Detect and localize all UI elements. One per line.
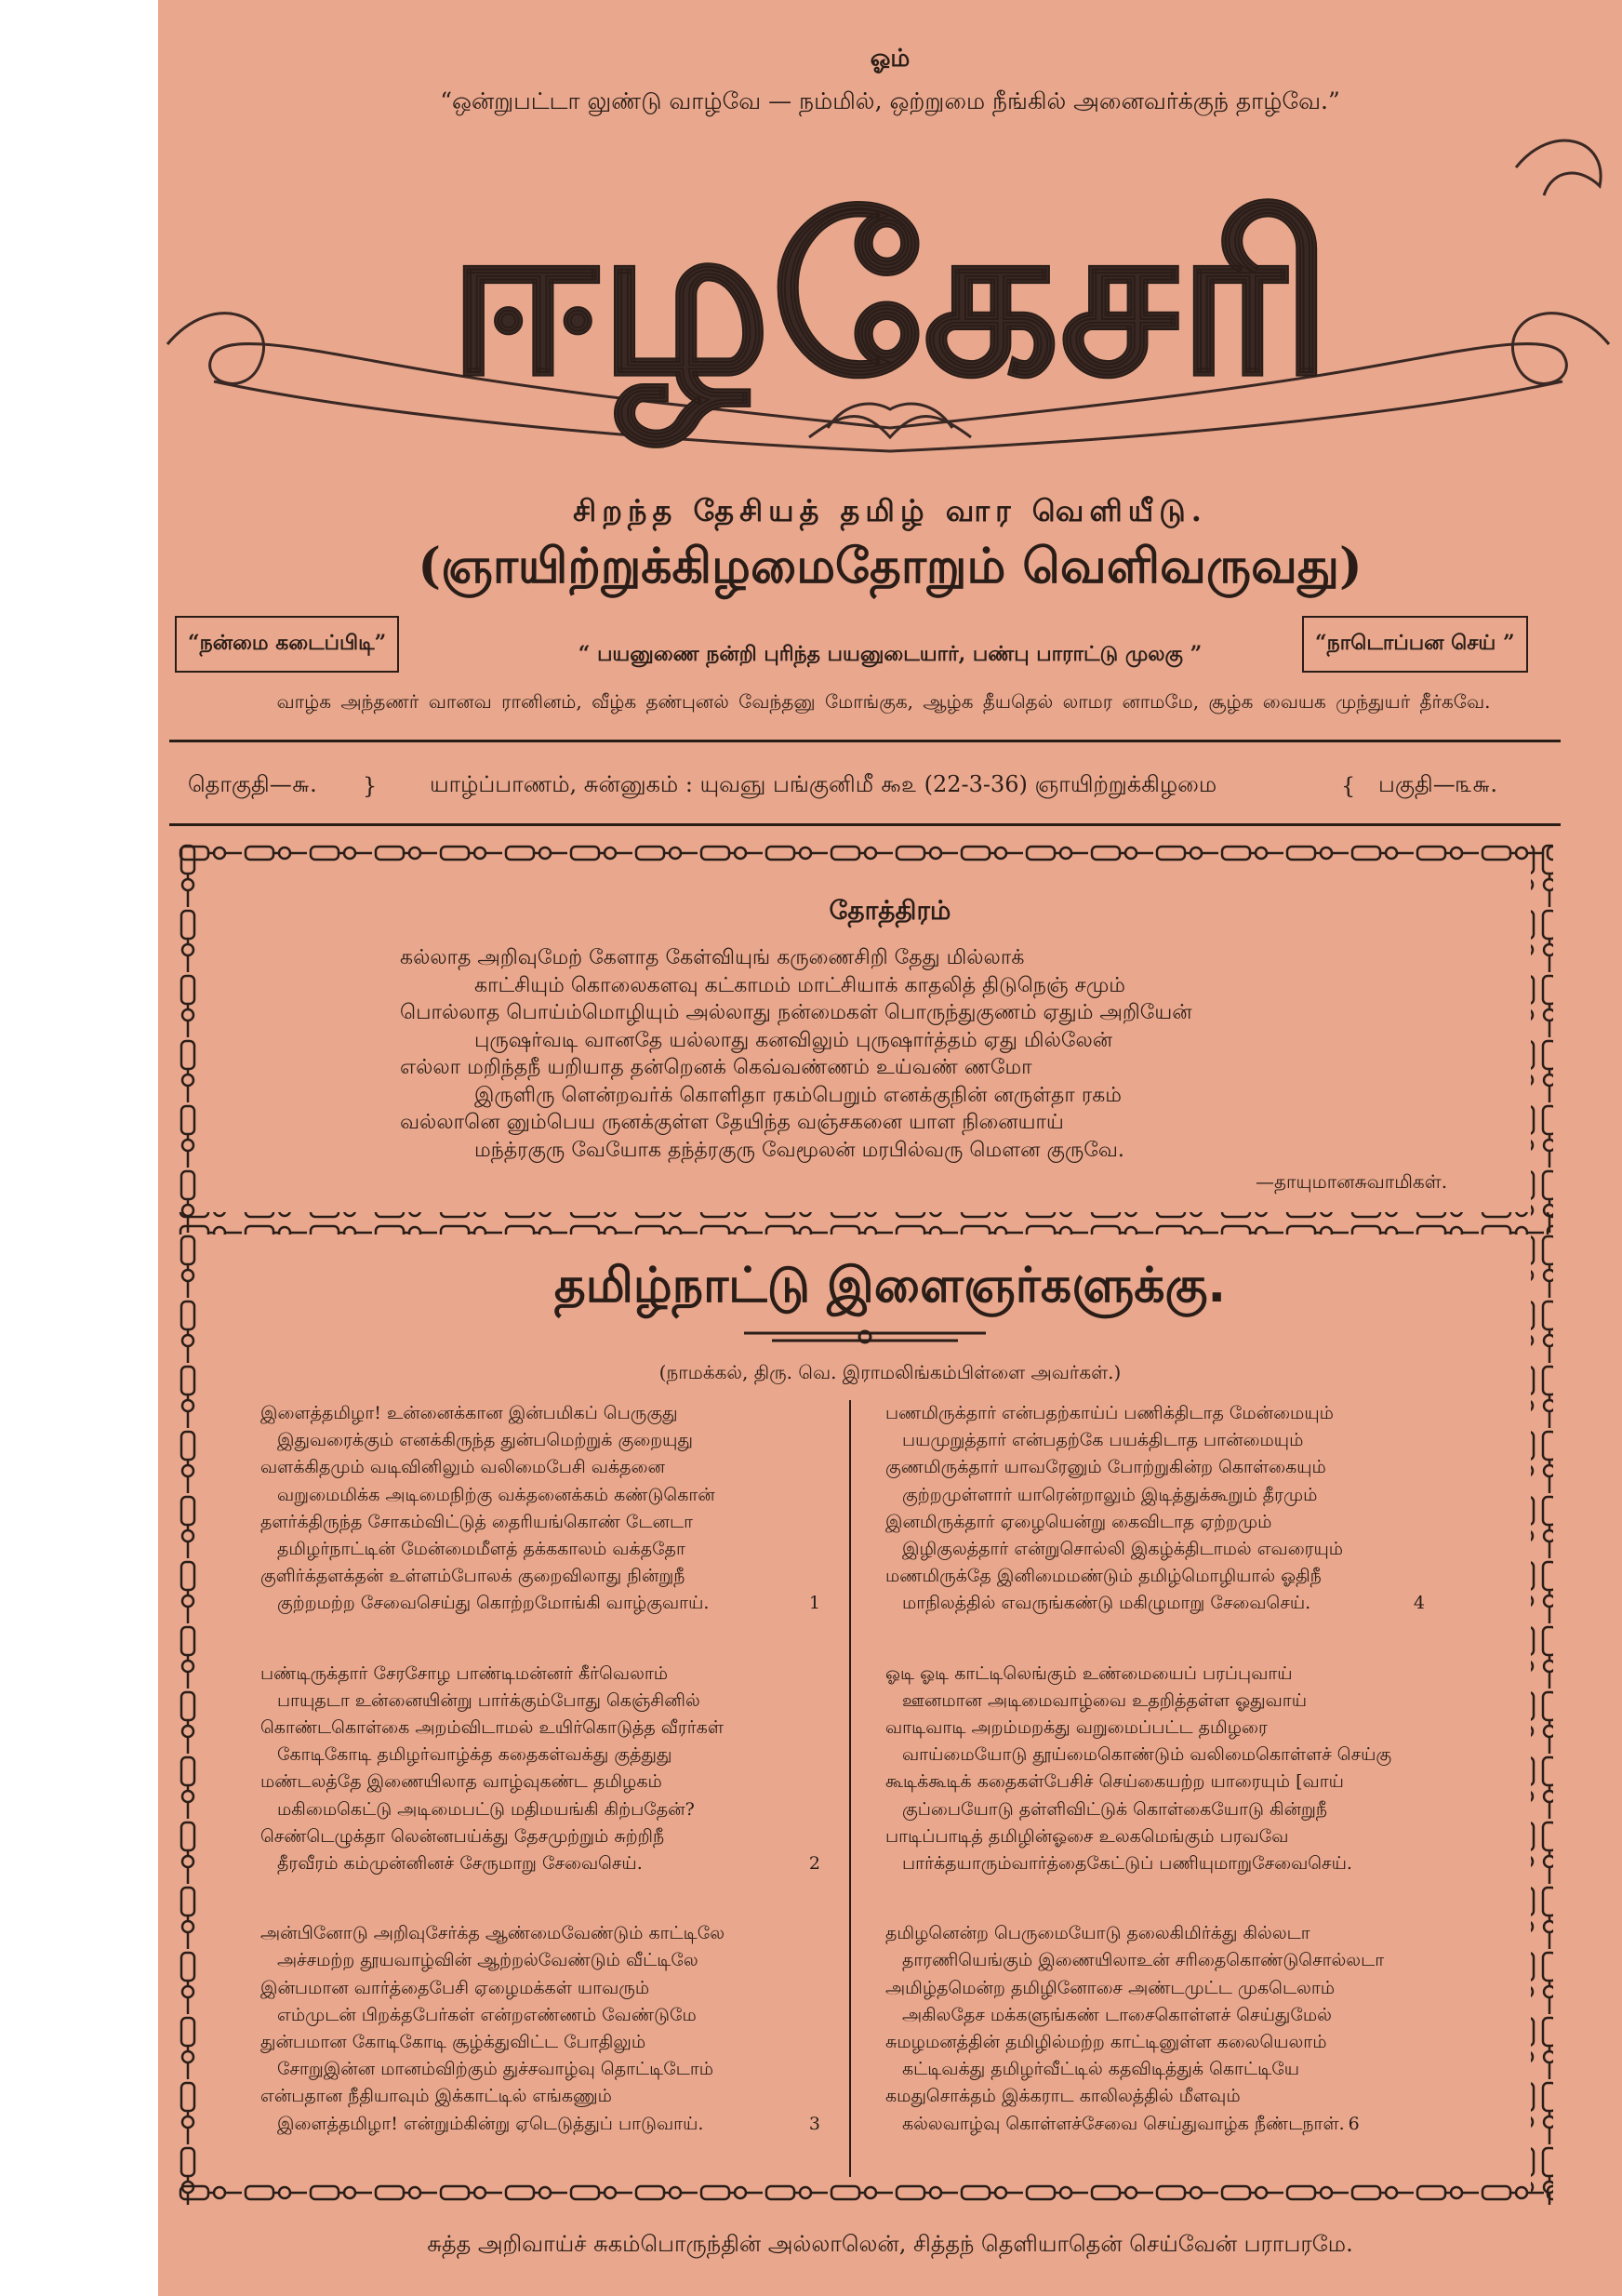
verse-line: வறுமைமிக்க அடிமைநிற்கு வக்தனைக்கம் கண்டுகொன்: [277, 1484, 715, 1505]
verse-line: கூடிக்கூடிக் கதைகள்பேசிச் செய்கையற்ற யாரையும் [வாய்: [885, 1771, 1344, 1793]
publication-frequency: (ஞாயிற்றுக்கிழமைதோறும் வெளிவருவது): [418, 538, 1363, 594]
verse-line: மாநிலத்தில் எவருங்கண்டு மகிழுமாறு சேவைசெய்.: [902, 1593, 1311, 1614]
verse-line: இழிகுலத்தார் என்றுசொல்லி இகழ்க்திடாமல் எவரையும்: [902, 1539, 1344, 1560]
verse-line: பாயுதடா உன்னையின்று பார்க்கும்போது கெஞ்சினில்: [277, 1689, 700, 1711]
stanza: [260, 1400, 828, 1618]
verse-line: குணமிருக்தார் யாவரேனும் போற்றுகின்ற கொள்கையும்: [885, 1457, 1326, 1478]
hymn-line: பொல்லாத பொய்ம்மொழியும் அல்லாது நன்மைகள் பொருந்துகுணம் ஏதும் அறியேன்: [400, 1001, 1192, 1024]
hymn-line: வல்லானெ னும்பெய ருனக்குள்ள தேயிந்த வஞ்சகனை யாள நினையாய்: [400, 1111, 1064, 1134]
column-divider: [849, 1400, 851, 2177]
hymn-line: இருளிரு ளென்றவர்க் கொளிதா ரகம்பெறும் எனக்குநின் னருள்தா ரகம்: [474, 1083, 1123, 1107]
verse-line: கொண்டகொள்கை அறம்விடாமல் உயிர்கொடுத்த வீரர்கள்: [260, 1717, 724, 1739]
verse-line: எம்முடன் பிறக்தபேர்கள் என்றஎண்ணம் வேண்டுமே: [277, 2004, 697, 2025]
verse-line: அச்சமற்ற தூயவாழ்வின் ஆற்றல்வேண்டும் வீட்டிலே: [277, 1950, 698, 1971]
verse-line: ஊனமான அடிமைவாழ்வை உதறித்தள்ள ஓதுவாய்: [902, 1689, 1307, 1711]
stanza: [885, 1920, 1481, 2138]
brace-left-icon: {: [1341, 773, 1356, 799]
verse-line: வாய்மையோடு தூய்மைகொண்டும் வலிமைகொள்ளச் செய்கு: [902, 1744, 1392, 1766]
verse-line: தமிழர்நாட்டின் மேன்மைமீளத் தக்ககாலம் வக்ததோ: [277, 1539, 685, 1560]
verse-line: அன்பினோடு அறிவுசேர்க்த ஆண்மைவேண்டும் காட்டிலே: [260, 1923, 725, 1944]
verse-line: தளர்க்திருந்த சோகம்விட்டுத் தைரியங்கொண் டேனடா: [260, 1511, 694, 1532]
masthead-subtitle: சிறந்த தேசியத் தமிழ் வார வெளியீடு.: [573, 493, 1207, 528]
stanza-number: 1: [808, 1593, 820, 1614]
torn-edge: [0, 158, 20, 203]
om-symbol: ஓம்: [870, 45, 911, 73]
verse-line: இனமிருக்தார் ஏழையென்று கைவிடாத ஏற்றமும்: [885, 1511, 1272, 1532]
verse-line: கமதுசொக்தம் இக்கராட காலிலத்தில் மீளவும்: [885, 2086, 1241, 2107]
verse-line: குளிர்க்தளக்தன் உள்ளம்போலக் குறைவிலாது நின்றுநீ: [260, 1566, 685, 1587]
hymn-line: கல்லாத அறிவுமேற் கேளாத கேள்வியுங் கருணைசிறி தேது மில்லாக்: [400, 946, 1025, 969]
verse-line: இன்பமான வார்த்தைபேசி ஏழைமக்கள் யாவரும்: [260, 1977, 650, 1998]
brace-right-icon: }: [363, 773, 378, 799]
verse-line: இதுவரைக்கும் எனக்கிருந்த துன்பமெற்றுக் குறையுது: [277, 1430, 693, 1451]
article-byline: (நாமக்கல், திரு. வெ. இராமலிங்கம்பிள்ளை அவர்கள்.): [658, 1361, 1122, 1383]
verse-line: அகிலதேச மக்களுங்கண் டாசைகொள்ளச் செய்துமேல்: [902, 2004, 1332, 2025]
stanza-number: 4: [1413, 1593, 1425, 1614]
issue-details: யாழ்ப்பாணம், சுன்னுகம் : யுவஞு பங்குனிமீ ௯௨ (22-3-36) ஞாயிற்றுக்கிழமை: [430, 771, 1217, 797]
masthead-title: ஈழகேசரி: [447, 172, 1333, 423]
verse-line: கல்லவாழ்வு கொள்ளச்சேவை செய்துவாழ்க நீண்டநாள்.: [902, 2113, 1345, 2134]
verse-line: தீரவீரம் கம்முன்னினச் சேருமாறு சேவைசெய்.: [277, 1853, 643, 1875]
verse-line: தமிழனென்ற பெருமையோடு தலைகிமிர்க்து கில்லடா: [885, 1923, 1310, 1944]
masthead: [158, 130, 1622, 502]
rule-bottom: [169, 823, 1561, 826]
hymn-line: மந்த்ரகுரு வேயோக தந்த்ரகுரு வேமூலன் மரபில்வரு மௌன குருவே.: [474, 1138, 1124, 1162]
verse-line: பார்க்தயாரும்வார்த்தைகேட்டுப் பணியுமாறுசேவைசெய்.: [902, 1853, 1352, 1875]
verse-line: மண்டலத்தே இணையிலாத வாழ்வுகண்ட தமிழகம்: [260, 1771, 662, 1793]
verse-line: ஓடி ஓடி காட்டிலெங்கும் உண்மையைப் பரப்புவாய்: [885, 1662, 1293, 1684]
stanza-number: 6: [1348, 2113, 1360, 2134]
hymn-line: எல்லா மறிந்தநீ யறியாத தன்றெனக் கெவ்வண்ணம் உய்வண் ணமோ: [400, 1056, 1032, 1079]
verse-line: பணமிருக்தார் என்பதற்காய்ப் பணிக்திடாத மேன்மையும்: [885, 1403, 1334, 1423]
verse-line: மகிமைகெட்டு அடிமைபட்டு மதிமயங்கி கிற்பதேன்?: [277, 1798, 695, 1820]
stanza-number: 3: [808, 2113, 820, 2134]
kural-motto: “ பயனுணை நன்றி புரிந்த பயனுடையார், பண்பு பாராட்டு முலகு ”: [578, 642, 1203, 666]
epigraph: “ஒன்றுபட்டா லுண்டு வாழ்வே — நம்மில், ஒற்றுமை நீங்கில் அனைவர்க்குந் தாழ்வே.”: [440, 87, 1340, 114]
issue-line: [169, 749, 1561, 823]
stanza: [260, 1920, 828, 2138]
hymn-verse: [400, 944, 1423, 1164]
motto-box-left: “நன்மை கடைப்பிடி”: [175, 616, 399, 673]
torn-edge: [0, 1675, 20, 1712]
newspaper-page: [158, 0, 1622, 2296]
rule-top: [169, 740, 1561, 742]
verse-line: குப்பையோடு தள்ளிவிட்டுக் கொள்கையோடு கின்றுநீ: [902, 1798, 1328, 1820]
stanza: [260, 1661, 828, 1878]
verse-line: மணமிருக்தே இனிமைமண்டும் தமிழ்மொழியால் ஓதிநீ: [885, 1566, 1322, 1587]
verse-line: பயமுறுத்தார் என்பதற்கே பயக்திடாத பான்மையும்: [902, 1430, 1304, 1451]
verse-line: இளைத்தமிழா! என்றும்கின்று ஏடெடுத்துப் பாடுவாய்.: [277, 2113, 704, 2134]
stanza: [885, 1400, 1481, 1618]
verse-line: சுமழமனத்தின் தமிழில்மற்ற காட்டினுள்ள கலையெலாம்: [885, 2032, 1327, 2053]
hymn-attribution: —தாயுமானசுவாமிகள்.: [1256, 1170, 1448, 1193]
verse-line: குற்றமற்ற சேவைசெய்து கொற்றமோங்கி வாழ்குவாய்.: [277, 1593, 710, 1614]
verse-line: பாடிப்பாடித் தமிழின்ஓசை உலகமெங்கும் பரவவே: [885, 1825, 1289, 1847]
issue-volume: தொகுதி—௬.: [188, 771, 317, 797]
issue-number: பகுதி—௩௬.: [1378, 771, 1498, 797]
verse-line: என்பதான நீதியாவும் இக்காட்டில் எங்கணும்: [260, 2086, 612, 2107]
motto-box-right: “நாடொப்பன செய் ”: [1302, 616, 1528, 673]
stanza-number: 2: [808, 1853, 820, 1875]
article-title: தமிழ்நாட்டு இளைஞர்களுக்கு.: [553, 1258, 1227, 1314]
column-left: [260, 1400, 828, 2181]
hymn-line: புருஷர்வடி வானதே யல்லாது கனவிலும் புருஷார்த்தம் ஏது மில்லேன்: [474, 1028, 1113, 1052]
verse-line: சோறுஇன்ன மானம்விற்கும் துச்சவாழ்வு தொட்டிடோம்: [277, 2059, 714, 2080]
verse-line: தாரணியெங்கும் இணையிலாஉன் சரிதைகொண்டுசொல்லடா: [902, 1950, 1385, 1971]
footer-verse: சுத்த அறிவாய்ச் சுகம்பொருந்தின் அல்லாலென், சித்தந் தெளியாதென் செய்வேன் பராபரமே.: [427, 2231, 1353, 2257]
verse-line: கோடிகோடி தமிழர்வாழ்க்த கதைகள்வக்து குத்துது: [277, 1744, 672, 1766]
verse-line: செண்டெழுக்தா லென்னபய்க்து தேசமுற்றும் சுற்றிநீ: [260, 1825, 665, 1847]
verse-line: வாடிவாடி அறம்மறக்து வறுமைப்பட்ட தமிழரை: [885, 1717, 1268, 1739]
verse-line: அமிழ்தமென்ற தமிழினோசை அண்டமுட்ட முகடெலாம்: [885, 1977, 1336, 1998]
verse-line: கட்டிவக்து தமிழர்வீட்டில் கதவிடித்துக் கொட்டியே: [902, 2059, 1299, 2080]
verse-line: குற்றமுள்ளார் யாரென்றாலும் இடித்துக்கூறும் தீரமும்: [902, 1484, 1318, 1505]
verse-line: வளக்கிதமும் வடிவினிலும் வலிமைபேசி வக்தனை: [260, 1457, 665, 1478]
hymn-title: தோத்திரம்: [829, 895, 951, 926]
invocation-verse: வாழ்க அந்தணர் வானவ ரானினம், வீழ்க தண்புனல் வேந்தனு மோங்குக, ஆழ்க தீயதெல் லாமர னாமமே, சூழ்க வையக முந்துயர் தீர்கவே.: [276, 690, 1491, 713]
hymn-line: காட்சியும் கொலைகளவு கட்காமம் மாட்சியாக் காதலித் திடுநெஞ் சமும்: [474, 973, 1125, 997]
stanza: [885, 1661, 1481, 1878]
verse-line: இளைத்தமிழா! உன்னைக்கான இன்பமிகப் பெருகுது: [260, 1403, 678, 1423]
masthead-ornament: [158, 130, 1622, 502]
verse-line: துன்பமான கோடிகோடி சூழ்க்துவிட்ட போதிலும்: [260, 2032, 646, 2053]
verse-line: பண்டிருக்தார் சேரசோழ பாண்டிமன்னர் கீர்வெலாம்: [260, 1662, 669, 1684]
column-right: [885, 1400, 1481, 2181]
